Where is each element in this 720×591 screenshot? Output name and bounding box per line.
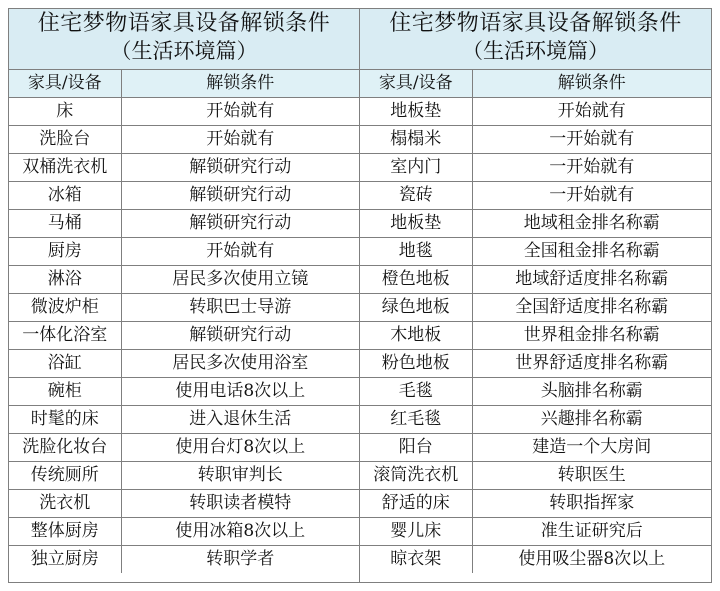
condition-cell: 解锁研究行动 [121,154,359,182]
left-header-item: 家具/设备 [9,70,121,98]
table-row [9,546,359,574]
table-row [360,518,711,546]
left-title: 住宅梦物语家具设备解锁条件 [37,11,331,36]
item-cell: 红毛毯 [360,406,472,434]
condition-cell: 开始就有 [472,98,711,126]
table-row [360,378,711,406]
table-row [9,406,359,434]
item-cell: 双桶洗衣机 [9,154,121,182]
item-cell: 床 [9,98,121,126]
left-title-block [9,9,359,70]
item-cell: 独立厨房 [9,546,121,574]
left-header-condition: 解锁条件 [121,70,359,98]
condition-cell: 使用吸尘器8次以上 [472,546,711,574]
condition-cell: 转职医生 [472,462,711,490]
table-row [9,434,359,462]
table-row [360,350,711,378]
condition-cell: 居民多次使用立镜 [121,266,359,294]
left-table [9,70,359,573]
condition-cell: 地域租金排名称霸 [472,210,711,238]
condition-cell: 转职读者模特 [121,490,359,518]
item-cell: 淋浴 [9,266,121,294]
table-row [360,546,711,574]
table-row [360,154,711,182]
item-cell: 榻榻米 [360,126,472,154]
table-row [9,126,359,154]
table-row [360,406,711,434]
condition-cell: 准生证研究后 [472,518,711,546]
left-header-row [9,70,359,98]
condition-cell: 世界舒适度排名称霸 [472,350,711,378]
unlock-conditions-sheet [8,8,712,583]
condition-cell: 转职指挥家 [472,490,711,518]
condition-cell: 全国租金排名称霸 [472,238,711,266]
condition-cell: 全国舒适度排名称霸 [472,294,711,322]
item-cell: 整体厨房 [9,518,121,546]
item-cell: 室内门 [360,154,472,182]
item-cell: 地板垫 [360,210,472,238]
condition-cell: 地域舒适度排名称霸 [472,266,711,294]
table-row [9,462,359,490]
table-row [360,182,711,210]
item-cell: 绿色地板 [360,294,472,322]
right-header-condition: 解锁条件 [472,70,711,98]
table-row [9,154,359,182]
item-cell: 木地板 [360,322,472,350]
item-cell: 浴缸 [9,350,121,378]
item-cell: 碗柜 [9,378,121,406]
table-row [9,518,359,546]
item-cell: 马桶 [9,210,121,238]
left-panel [9,9,360,582]
item-cell: 微波炉柜 [9,294,121,322]
right-table [360,70,711,573]
table-row [360,294,711,322]
condition-cell: 转职审判长 [121,462,359,490]
condition-cell: 开始就有 [121,126,359,154]
left-subtitle: （生活环境篇） [110,39,258,63]
item-cell: 洗脸台 [9,126,121,154]
item-cell: 婴儿床 [360,518,472,546]
right-header-row [360,70,711,98]
item-cell: 晾衣架 [360,546,472,574]
table-row [9,266,359,294]
item-cell: 粉色地板 [360,350,472,378]
item-cell: 滚筒洗衣机 [360,462,472,490]
condition-cell: 解锁研究行动 [121,182,359,210]
condition-cell: 使用电话8次以上 [121,378,359,406]
table-row [9,490,359,518]
condition-cell: 转职巴士导游 [121,294,359,322]
item-cell: 地毯 [360,238,472,266]
item-cell: 舒适的床 [360,490,472,518]
item-cell: 一体化浴室 [9,322,121,350]
table-row [360,210,711,238]
item-cell: 毛毯 [360,378,472,406]
item-cell: 洗脸化妆台 [9,434,121,462]
condition-cell: 使用冰箱8次以上 [121,518,359,546]
condition-cell: 开始就有 [121,98,359,126]
table-row [360,462,711,490]
table-row [360,490,711,518]
table-row [360,322,711,350]
item-cell: 瓷砖 [360,182,472,210]
item-cell: 洗衣机 [9,490,121,518]
table-row [9,294,359,322]
condition-cell: 兴趣排名称霸 [472,406,711,434]
table-row [9,182,359,210]
condition-cell: 世界租金排名称霸 [472,322,711,350]
right-subtitle: （生活环境篇） [462,39,609,63]
condition-cell: 一开始就有 [472,154,711,182]
item-cell: 橙色地板 [360,266,472,294]
table-row [360,266,711,294]
condition-cell: 头脑排名称霸 [472,378,711,406]
table-row [9,238,359,266]
table-row [9,98,359,126]
table-row [9,350,359,378]
condition-cell: 转职学者 [121,546,359,574]
condition-cell: 一开始就有 [472,182,711,210]
condition-cell: 解锁研究行动 [121,210,359,238]
table-row [9,210,359,238]
condition-cell: 建造一个大房间 [472,434,711,462]
condition-cell: 使用台灯8次以上 [121,434,359,462]
item-cell: 时髦的床 [9,406,121,434]
item-cell: 冰箱 [9,182,121,210]
condition-cell: 进入退休生活 [121,406,359,434]
table-row [360,126,711,154]
table-row [360,434,711,462]
item-cell: 传统厕所 [9,462,121,490]
right-header-item: 家具/设备 [360,70,472,98]
condition-cell: 解锁研究行动 [121,322,359,350]
item-cell: 阳台 [360,434,472,462]
condition-cell: 一开始就有 [472,126,711,154]
right-title-block [360,9,711,70]
condition-cell: 开始就有 [121,238,359,266]
item-cell: 厨房 [9,238,121,266]
item-cell: 地板垫 [360,98,472,126]
table-row [9,378,359,406]
right-panel [360,9,711,582]
table-row [360,238,711,266]
right-title: 住宅梦物语家具设备解锁条件 [389,11,682,36]
condition-cell: 居民多次使用浴室 [121,350,359,378]
table-row [9,322,359,350]
table-row [360,98,711,126]
